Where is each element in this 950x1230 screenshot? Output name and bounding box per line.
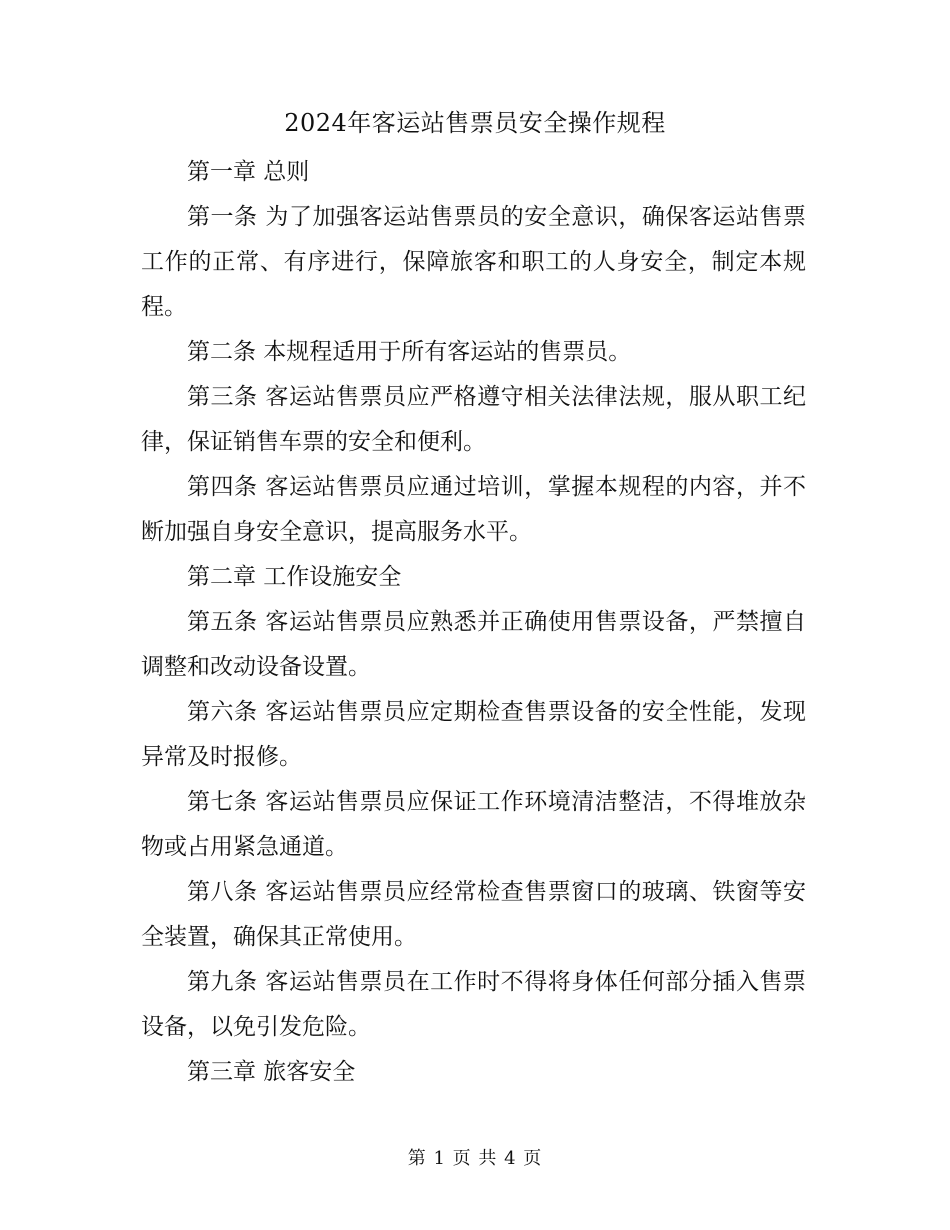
page-number-footer: 第 1 页 共 4 页 (407, 1148, 543, 1169)
article-5: 第五条 客运站售票员应熟悉并正确使用售票设备，严禁擅自调整和改动设备设置。 (141, 609, 806, 680)
article-3: 第三条 客运站售票员应严格遵守相关法律法规，服从职工纪律，保证销售车票的安全和便利。 (141, 384, 806, 455)
article-9: 第九条 客运站售票员在工作时不得将身体任何部分插入售票设备，以免引发危险。 (141, 969, 806, 1040)
chapter-heading-3: 第三章 旅客安全 (187, 1059, 356, 1085)
article-6: 第六条 客运站售票员应定期检查售票设备的安全性能，发现异常及时报修。 (141, 699, 806, 770)
article-7: 第七条 客运站售票员应保证工作环境清洁整洁，不得堆放杂物或占用紧急通道。 (141, 789, 806, 860)
article-8: 第八条 客运站售票员应经常检查售票窗口的玻璃、铁窗等安全装置，确保其正常使用。 (141, 879, 806, 950)
article-4: 第四条 客运站售票员应通过培训，掌握本规程的内容，并不断加强自身安全意识，提高服务水平。 (141, 474, 806, 545)
article-1: 第一条 为了加强客运站售票员的安全意识，确保客运站售票工作的正常、有序进行，保障旅客和职工的人身安全，制定本规程。 (141, 204, 806, 320)
chapter-heading-1: 第一章 总则 (187, 159, 310, 185)
document-title: 2024年客运站售票员安全操作规程 (284, 109, 666, 137)
article-2: 第二条 本规程适用于所有客运站的售票员。 (187, 339, 632, 365)
document-body (141, 150, 806, 1095)
chapter-heading-2: 第二章 工作设施安全 (187, 564, 402, 590)
